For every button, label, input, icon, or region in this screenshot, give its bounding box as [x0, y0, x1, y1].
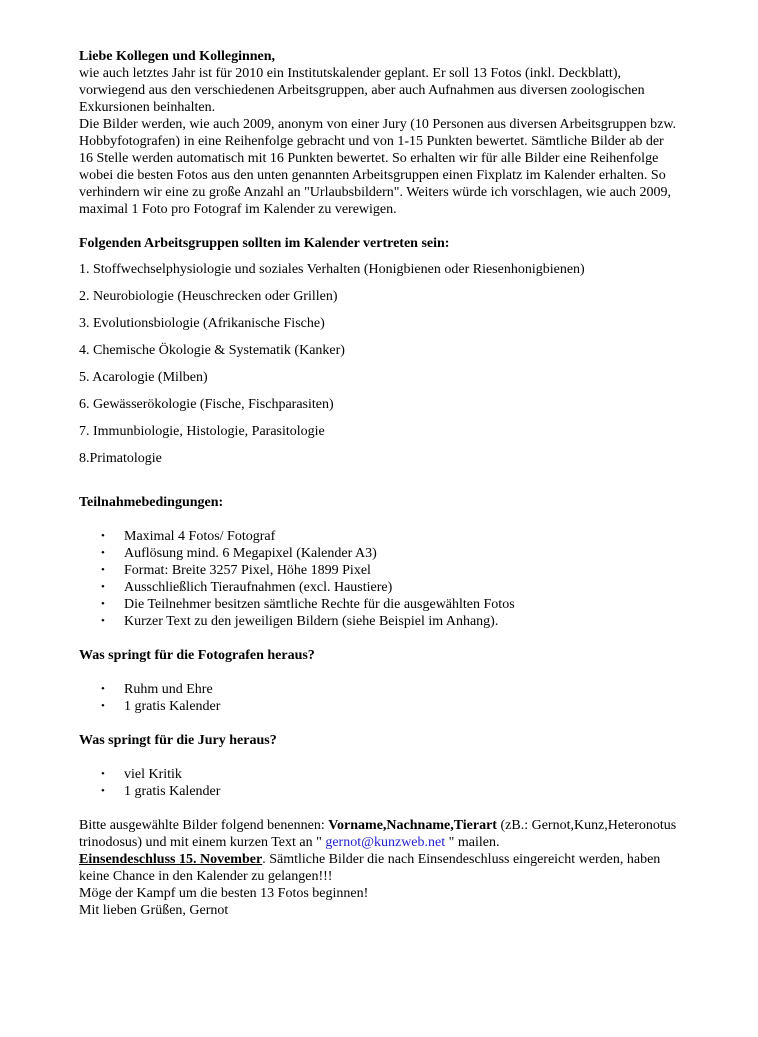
bullet-icon: • [101, 785, 105, 797]
list-item: • viel Kritik [101, 767, 182, 782]
list-item: • 1 gratis Kalender [101, 699, 221, 714]
deadline-label: Einsendeschluss 15. November [79, 852, 263, 867]
group-item: 3. Evolutionsbiologie (Afrikanische Fische) [79, 316, 325, 331]
deadline-paragraph: Einsendeschluss 15. November. Sämtliche Bilder die nach Einsendeschluss eingereicht werden, haben keine Chance in den Kalender zu gelangen!!! [79, 852, 661, 884]
bullet-icon: • [101, 530, 105, 542]
intro-paragraph-2: Die Bilder werden, wie auch 2009, anonym von einer Jury (10 Personen aus diversen Arbeitsgruppen bzw. Hobbyfotografen) in eine Reihenfolge gebracht und von 1-15 Punkten bewertet. Sämtliche Bilder ab der 16 Stelle werden automatisch mit 16 Punkten bewertet. So erhalten wir für alle Bilder eine Reihenfolge wobei die besten Fotos aus den unten genannten Arbeitsgruppen einen Fixplatz im Kalender erhalten. So verhindern wir eine zu große Anzahl an "Urlaubsbildern". Weiters würde ich vorschlagen, wie auch 2009, maximal 1 Foto pro Fotograf im Kalender zu verewigen. [79, 117, 677, 217]
bullet-icon: • [101, 581, 105, 593]
document-page [79, 48, 679, 919]
groups-list [79, 261, 679, 467]
greeting: Liebe Kollegen und Kolleginnen, [79, 49, 276, 64]
naming-instructions: Bitte ausgewählte Bilder folgend benennen: Vorname,Nachname,Tierart (zB.: Gernot,Kunz,Heteronotus trinodosus) und mit einem kurzen Text an " gernot@kunzweb.net " mailen. [79, 818, 677, 850]
photographers-list [79, 681, 679, 715]
list-item: • Maximal 4 Fotos/ Fotograf [101, 529, 276, 544]
conditions-list [79, 528, 679, 630]
bullet-icon: • [101, 700, 105, 712]
group-item: 8.Primatologie [79, 451, 162, 466]
signoff: Mit lieben Grüßen, Gernot [79, 903, 229, 918]
conditions-heading: Teilnahmebedingungen: [79, 495, 224, 510]
list-item: • Kurzer Text zu den jeweiligen Bildern (siehe Beispiel im Anhang). [101, 614, 499, 629]
groups-heading: Folgenden Arbeitsgruppen sollten im Kalender vertreten sein: [79, 236, 450, 251]
bullet-icon: • [101, 768, 105, 780]
group-item: 5. Acarologie (Milben) [79, 370, 208, 385]
group-item: 1. Stoffwechselphysiologie und soziales Verhalten (Honigbienen oder Riesenhonigbienen) [79, 262, 585, 277]
jury-list [79, 766, 679, 800]
group-item: 7. Immunbiologie, Histologie, Parasitologie [79, 424, 325, 439]
group-item: 2. Neurobiologie (Heuschrecken oder Grillen) [79, 289, 338, 304]
photographers-heading: Was springt für die Fotografen heraus? [79, 648, 315, 663]
naming-format: Vorname,Nachname,Tierart [328, 818, 497, 833]
closing-wish: Möge der Kampf um die besten 13 Fotos beginnen! [79, 886, 369, 901]
bullet-icon: • [101, 547, 105, 559]
bullet-icon: • [101, 598, 105, 610]
bullet-icon: • [101, 564, 105, 576]
intro-paragraph-1: wie auch letztes Jahr ist für 2010 ein Institutskalender geplant. Er soll 13 Fotos (inkl. Deckblatt), vorwiegend aus den verschiedenen Arbeitsgruppen, aber auch Aufnahmen aus diversen zoologischen Exkursionen beinhalten. [79, 66, 645, 115]
list-item: • 1 gratis Kalender [101, 784, 221, 799]
email-link[interactable]: gernot@kunzweb.net [325, 835, 446, 850]
list-item: • Ruhm und Ehre [101, 682, 213, 697]
list-item: • Die Teilnehmer besitzen sämtliche Rechte für die ausgewählten Fotos [101, 597, 515, 612]
bullet-icon: • [101, 683, 105, 695]
list-item: • Ausschließlich Tieraufnahmen (excl. Haustiere) [101, 580, 393, 595]
jury-heading: Was springt für die Jury heraus? [79, 733, 277, 748]
list-item: • Auflösung mind. 6 Megapixel (Kalender A3) [101, 546, 377, 561]
group-item: 4. Chemische Ökologie & Systematik (Kanker) [79, 343, 345, 358]
list-item: • Format: Breite 3257 Pixel, Höhe 1899 Pixel [101, 563, 371, 578]
group-item: 6. Gewässerökologie (Fische, Fischparasiten) [79, 397, 334, 412]
bullet-icon: • [101, 615, 105, 627]
